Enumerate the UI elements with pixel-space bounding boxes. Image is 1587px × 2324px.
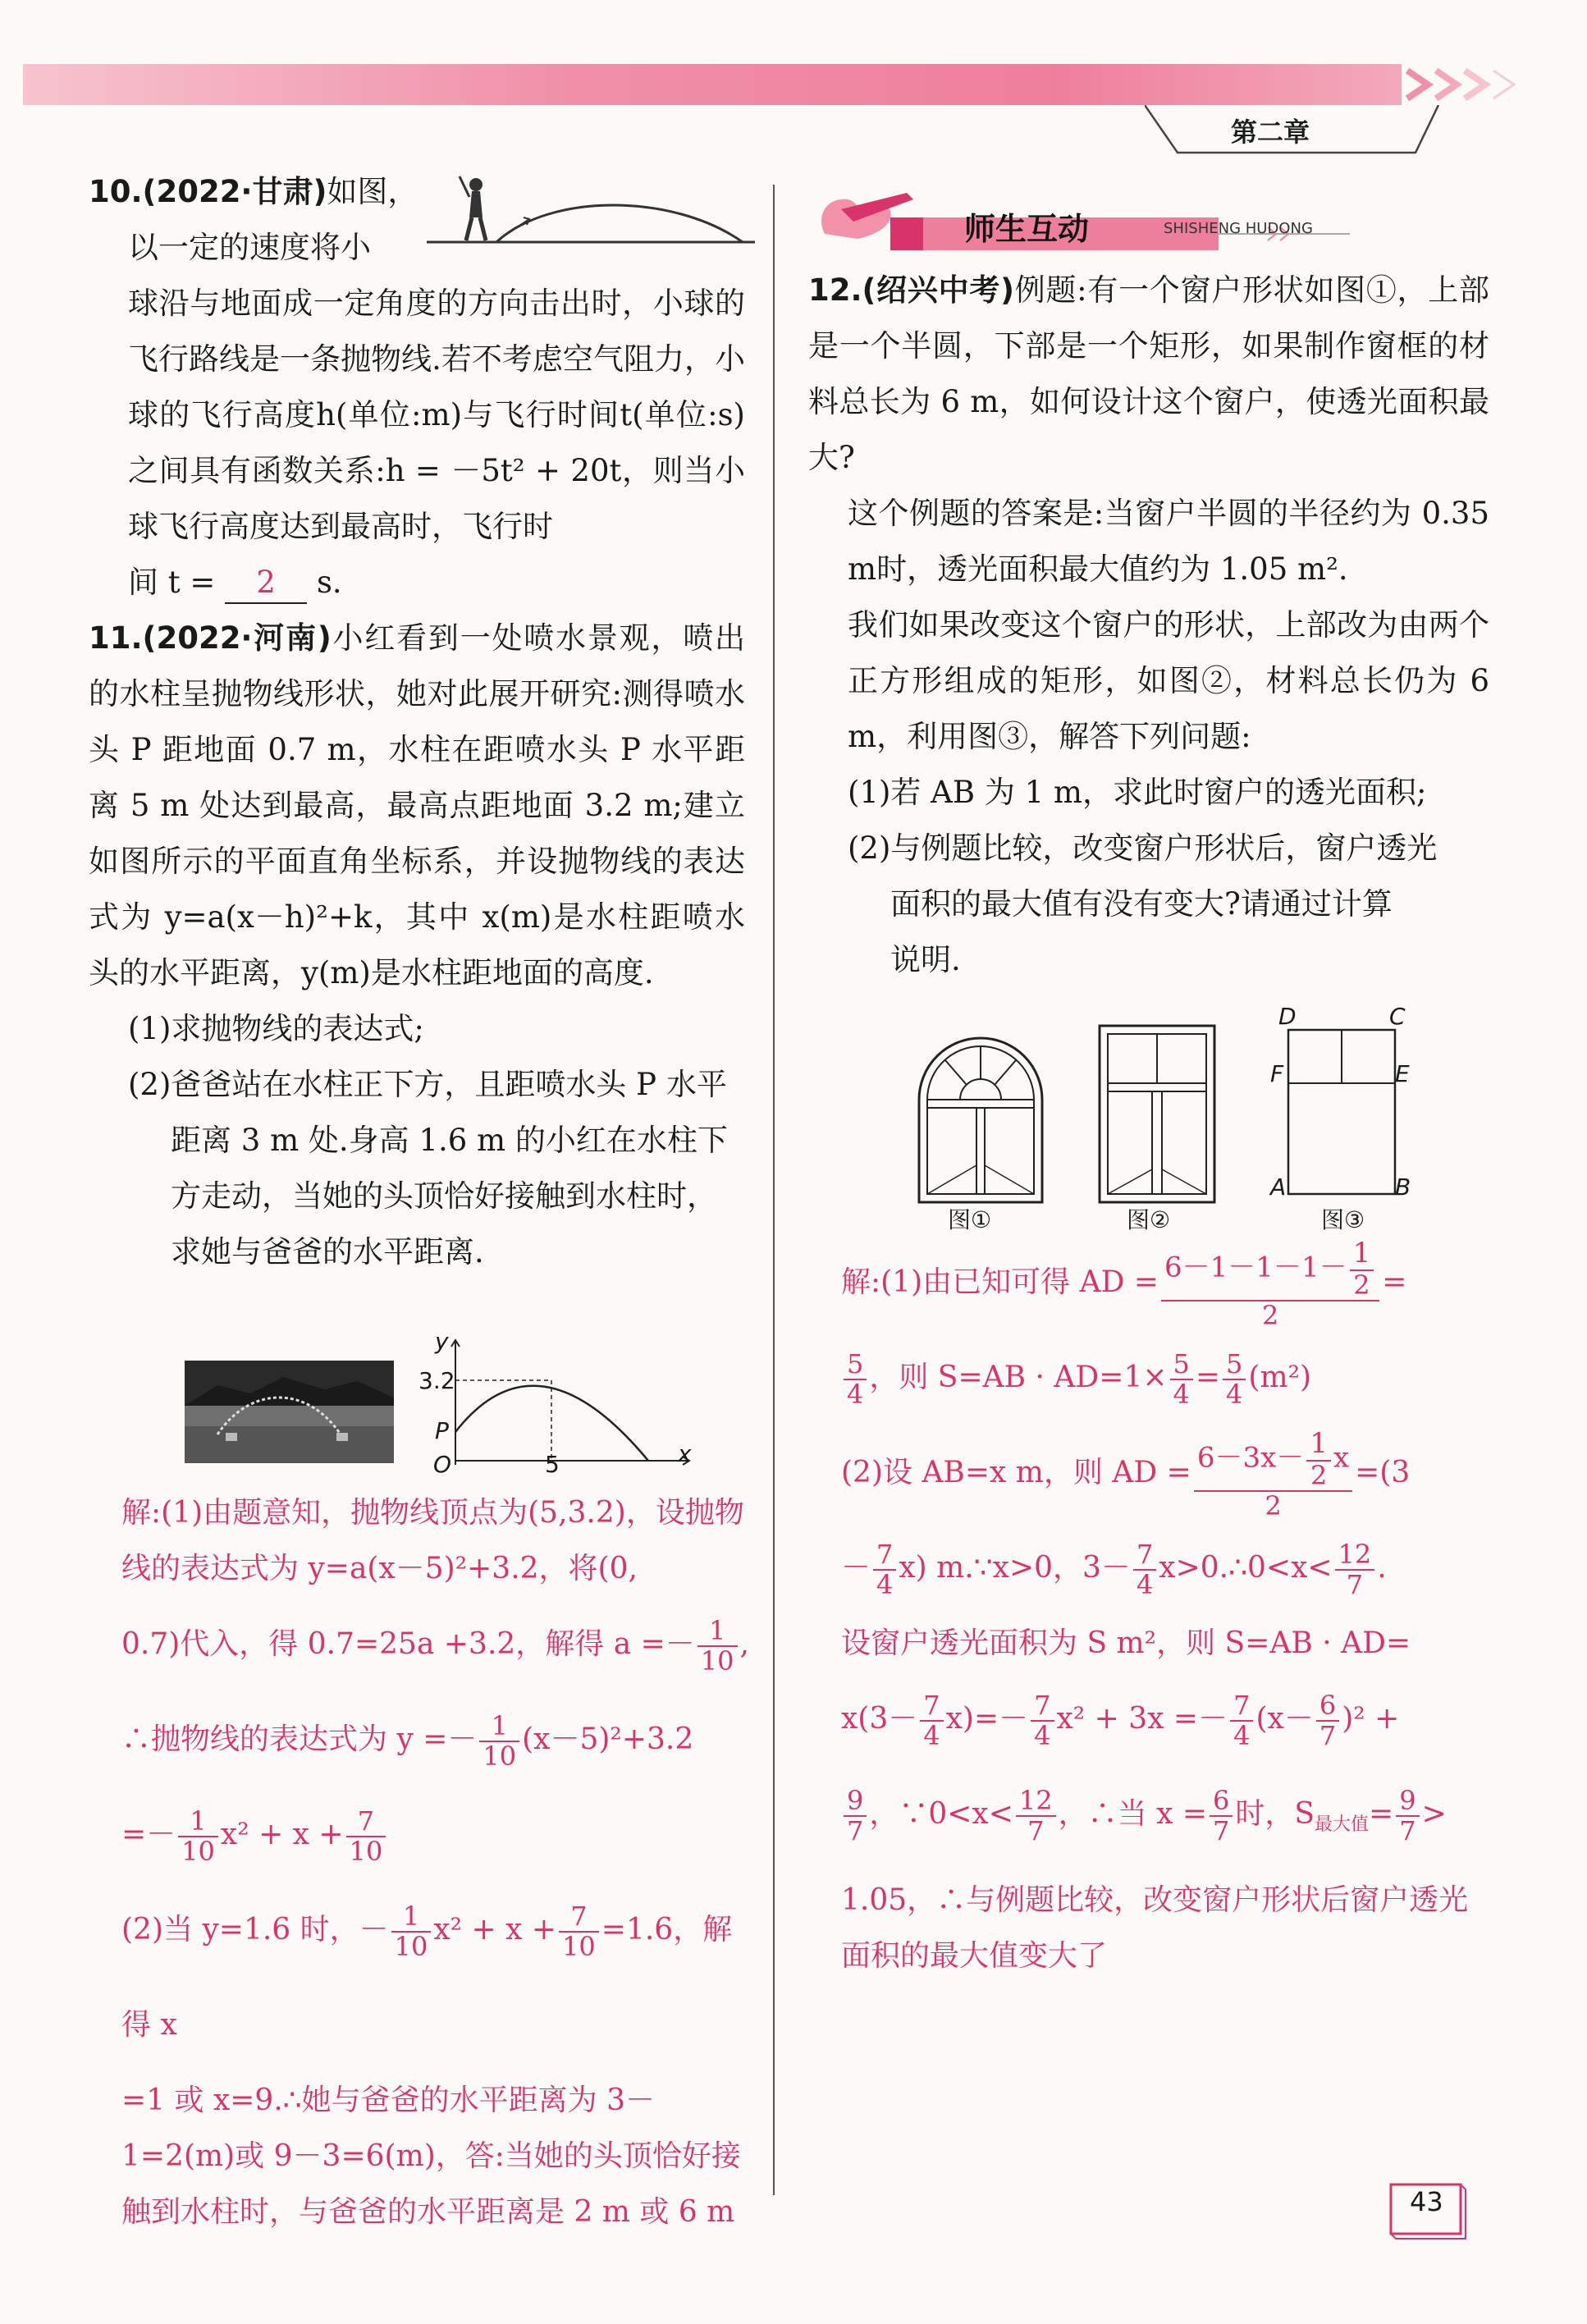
q11-sol-1e-text: =－ bbox=[121, 1818, 176, 1851]
frac-num: 1 bbox=[479, 1712, 519, 1742]
q12-sol-2d-text: x) m.∵x>0，3－ bbox=[899, 1551, 1131, 1585]
frac-den: 10 bbox=[483, 1741, 517, 1772]
frac-den: 10 bbox=[181, 1836, 215, 1867]
window-figures bbox=[911, 1018, 1420, 1206]
graph-x-label: x bbox=[678, 1440, 692, 1467]
page-number: 43 bbox=[1410, 2186, 1443, 2217]
frac-9-7b bbox=[1396, 1786, 1419, 1846]
frac-den: 4 bbox=[1226, 1379, 1243, 1410]
frac-12-7b bbox=[1016, 1786, 1056, 1846]
fig1-caption: 图① bbox=[948, 1206, 992, 1233]
q12-body2: 这个例题的答案是:当窗户半圆的半径约为 0.35 m时，透光面积最大值约为 1.05 m². bbox=[848, 496, 1489, 587]
q11-part2d: 求她与爸爸的水平距离. bbox=[171, 1234, 484, 1270]
frac-den: 7 bbox=[1399, 1815, 1416, 1846]
q12-sol-2i-text: x² + 3x =－ bbox=[1056, 1702, 1228, 1736]
q12-sol-2a-text: (2)设 AB=x m，则 AD = bbox=[841, 1456, 1191, 1489]
q12-sol-2q: 1.05，∴与例题比较，改变窗户形状后窗户透光面积的最大值变大了 bbox=[841, 1883, 1469, 1974]
frac-den: 7 bbox=[847, 1815, 864, 1846]
frac-ad2 bbox=[1194, 1429, 1352, 1521]
label-F: F bbox=[1270, 1060, 1284, 1087]
frac-num: 12 bbox=[1016, 1786, 1056, 1817]
frac-den: 4 bbox=[876, 1569, 894, 1600]
q12-sol-2h-text: x)=－ bbox=[945, 1702, 1029, 1736]
label-B: B bbox=[1395, 1173, 1411, 1201]
frac-1-2 bbox=[1350, 1238, 1374, 1300]
frac-den: 7 bbox=[1346, 1569, 1364, 1600]
chevron-arrows-icon bbox=[1403, 64, 1534, 105]
frac-num: 7 bbox=[346, 1807, 386, 1837]
q10-answer: 2 bbox=[225, 563, 307, 604]
graph-origin-label: O bbox=[433, 1451, 452, 1478]
q12-body1: 例题:有一个窗户形状如图①，上部是一个半圆，下部是一个矩形，如果制作窗框的材料总长为 6 m，如何设计这个窗户，使透光面积最大? bbox=[808, 272, 1489, 475]
frac-den: 10 bbox=[700, 1645, 734, 1677]
q12-sol-2e-text: x>0.∴0<x< bbox=[1159, 1551, 1333, 1585]
frac-5-4c bbox=[1223, 1347, 1246, 1410]
fountain-photo bbox=[185, 1361, 394, 1463]
frac-5-4b bbox=[1170, 1347, 1193, 1410]
q12-sol-1b-text: ，则 S=AB · AD=1× bbox=[869, 1361, 1168, 1394]
q12-part2b: 面积的最大值有没有变大?请通过计算 bbox=[890, 886, 1393, 922]
q12-solution bbox=[841, 1235, 1489, 1984]
frac-1-10 bbox=[697, 1614, 738, 1677]
q12-part1: (1)若 AB 为 1 m，求此时窗户的透光面积; bbox=[848, 775, 1427, 810]
header-band bbox=[23, 64, 1402, 105]
frac-num: 1 bbox=[1306, 1429, 1331, 1461]
frac-num: 1 bbox=[1350, 1238, 1374, 1270]
q12-number: 12. bbox=[808, 272, 862, 308]
q11-sol-1f-text: x² + x + bbox=[220, 1818, 344, 1851]
right-column bbox=[808, 263, 1489, 988]
column-divider bbox=[773, 185, 775, 2195]
s-max-subscript: 最大值 bbox=[1315, 1814, 1370, 1836]
banner-subtitle: SHISHENG HUDONG bbox=[1164, 220, 1313, 237]
fig2-caption: 图② bbox=[1127, 1206, 1171, 1233]
q12-sol-2g bbox=[841, 1672, 1489, 1767]
frac-den: 2 bbox=[1310, 1459, 1328, 1491]
q10-line2: 以一定的速度将小 bbox=[128, 230, 371, 265]
frac-7-4b bbox=[1133, 1540, 1156, 1599]
q12-sol-2c-text: － bbox=[841, 1551, 871, 1585]
q12-sol-2a bbox=[841, 1425, 1489, 1521]
chapter-label: 第二章 bbox=[1231, 117, 1310, 148]
q11-sol-1a: 解:(1)由题意知，抛物线顶点为(5,3.2)，设抛物线的表达式为 y=a(x－5)²+3.2，将(0, bbox=[121, 1496, 744, 1585]
frac-den: 4 bbox=[1136, 1569, 1154, 1600]
q12-sol-1eq: = bbox=[1382, 1265, 1407, 1299]
frac-7-4c bbox=[920, 1691, 943, 1750]
frac-num: 7 bbox=[1031, 1691, 1054, 1722]
q11-source: (2022·河南) bbox=[142, 620, 332, 656]
frac-num-x: x bbox=[1333, 1441, 1350, 1475]
frac-num: 6 bbox=[1210, 1786, 1233, 1817]
frac-num: 5 bbox=[1170, 1350, 1193, 1380]
q12-sol-2n-text: 时，S bbox=[1235, 1797, 1315, 1831]
frac-den: 4 bbox=[923, 1720, 940, 1751]
label-C: C bbox=[1389, 1003, 1406, 1030]
q12-header bbox=[808, 263, 1489, 486]
q11-sol-2c-text: =1.6，解得 x bbox=[121, 1913, 733, 2042]
frac-num: 12 bbox=[1335, 1540, 1375, 1571]
frac-7-10b bbox=[559, 1902, 599, 1961]
graph-y-label: y bbox=[435, 1328, 449, 1355]
frac-num: 7 bbox=[1230, 1691, 1253, 1722]
q12-sol-2b-text: =(3 bbox=[1355, 1456, 1411, 1489]
q11-part2c: 方走动，当她的头顶恰好接触到水柱时， bbox=[171, 1178, 717, 1214]
q11-sol-1b-text: 0.7)代入，得 0.7=25a +3.2，解得 a =－ bbox=[121, 1627, 695, 1661]
q12-body3: 我们如果改变这个窗户的形状，上部改为由两个正方形组成的矩形，如图②，材料总长仍为 6 m，利用图③，解答下列问题: bbox=[848, 607, 1489, 754]
q12-sol-2l bbox=[841, 1767, 1489, 1873]
frac-den: 4 bbox=[1173, 1379, 1190, 1410]
q11-header bbox=[89, 611, 745, 1001]
frac-7-4a bbox=[873, 1540, 896, 1599]
q10-tail bbox=[89, 555, 745, 611]
frac-num bbox=[1194, 1429, 1352, 1492]
q11-part1: (1)求抛物线的表达式; bbox=[128, 1011, 424, 1046]
q12-sol-2l-text: ，∵0<x< bbox=[869, 1797, 1013, 1831]
q12-sol-1c-text: (m²) bbox=[1248, 1361, 1312, 1394]
frac-den: 7 bbox=[1212, 1815, 1230, 1846]
frac-den: 2 bbox=[1265, 1489, 1282, 1521]
q12-sol-2m-text: ，∴当 x = bbox=[1058, 1797, 1207, 1831]
graph-ymax-label: 3.2 bbox=[418, 1367, 455, 1394]
frac-1-10d bbox=[391, 1902, 432, 1961]
q12-sol-1b: $\frac{5}{4}$ ，则 S=AB · AD=1× $\frac{5}{4}$ = $\frac{5}{4}$ (m²) bbox=[841, 1330, 1489, 1425]
q11-sol-1c bbox=[121, 1692, 753, 1787]
banner-title: 师生互动 bbox=[964, 211, 1090, 247]
frac-num: 7 bbox=[1133, 1540, 1156, 1571]
q10-tail-pre: 间 t = bbox=[128, 565, 216, 600]
graph-xvertex-label: 5 bbox=[545, 1451, 560, 1478]
q10-number: 10. bbox=[89, 174, 143, 209]
frac-ad1 bbox=[1161, 1238, 1379, 1330]
q12-sol-2k-text: )² + bbox=[1342, 1702, 1400, 1736]
frac-den: 10 bbox=[562, 1931, 596, 1962]
frac-den: 2 bbox=[1261, 1299, 1279, 1331]
q10-body: 球沿与地面成一定角度的方向击出时，小球的飞行路线是一条抛物线.若不考虑空气阻力，小球的飞行高度h(单位:m)与飞行时间t(单位:s)之间具有函数关系:h = －5t² + 20t，则当小球飞行高度达到最高时，飞行时 bbox=[128, 286, 745, 544]
q11-sol-1d-text: (x－5)²+3.2 bbox=[522, 1722, 694, 1756]
q10-tail-post: s. bbox=[316, 565, 342, 600]
q12-sol-2g-text: x(3－ bbox=[841, 1702, 918, 1736]
frac-num: 7 bbox=[920, 1691, 943, 1722]
golf-illustration bbox=[427, 168, 755, 250]
q11-sol-2a bbox=[121, 1883, 753, 2073]
q11-sol-2b-text: x² + x + bbox=[433, 1913, 557, 1947]
label-D: D bbox=[1278, 1003, 1297, 1030]
frac-7-10 bbox=[346, 1807, 386, 1866]
frac-5-4a bbox=[844, 1347, 867, 1410]
frac-num-text: 6－1－1－1－ bbox=[1164, 1251, 1347, 1284]
frac-6-7a bbox=[1316, 1691, 1339, 1750]
frac-num: 1 bbox=[391, 1902, 432, 1933]
q12-sol-1a bbox=[841, 1235, 1489, 1330]
q12-part2c: 说明. bbox=[890, 942, 961, 977]
frac-1-10b bbox=[479, 1709, 519, 1772]
q12-sol-2c: － $\frac{7}{4}$ x) m.∵x>0，3－ $\frac{7}{4}$ x>0.∴0<x< $\frac{12}{7}$ . bbox=[841, 1538, 1387, 1600]
frac-num: 1 bbox=[697, 1617, 738, 1647]
q12-sol-2f: 设窗户透光面积为 S m²，则 S=AB · AD= bbox=[841, 1626, 1411, 1660]
frac-6-7b bbox=[1210, 1786, 1233, 1846]
q12-sol-2o-text: = bbox=[1369, 1797, 1394, 1831]
frac-num: 9 bbox=[844, 1786, 867, 1817]
frac-num: 7 bbox=[559, 1902, 599, 1933]
fig3-caption: 图③ bbox=[1321, 1206, 1365, 1233]
q12-part2a: (2)与例题比较，改变窗户形状后，窗户透光 bbox=[848, 830, 1438, 866]
frac-den: 7 bbox=[1027, 1815, 1045, 1846]
frac-den: 10 bbox=[394, 1931, 428, 1962]
q11-number: 11. bbox=[89, 620, 143, 656]
q10-line1: 如图， bbox=[327, 174, 418, 209]
q11-body: 小红看到一处喷水景观，喷出的水柱呈抛物线形状，她对此展开研究:测得喷水头 P 距地面 0.7 m，水柱在距喷水头 P 水平距离 5 m 处达到最高，最高点距地面 3.2 m;建立如图所示的平面直角坐标系，并设抛物线的表达式为 y=a(x－h)²+k，其中 x(m)是水柱距喷水头的水平距离，y(m)是水柱距地面的高度. bbox=[89, 620, 745, 990]
q11-part2a: (2)爸爸站在水柱正下方，且距喷水头 P 水平 bbox=[128, 1067, 727, 1102]
q11-sol-1e bbox=[121, 1787, 753, 1883]
label-A: A bbox=[1270, 1173, 1287, 1201]
frac-num: 6 bbox=[1316, 1691, 1339, 1722]
q11-sol-2a-text: (2)当 y=1.6 时，－ bbox=[121, 1913, 389, 1947]
q10-source: (2022·甘肃) bbox=[142, 174, 327, 209]
graph-p-label: P bbox=[435, 1417, 449, 1444]
frac-den: 2 bbox=[1353, 1269, 1370, 1301]
label-E: E bbox=[1395, 1060, 1410, 1087]
frac-7-4d bbox=[1031, 1691, 1054, 1750]
frac-num: 9 bbox=[1396, 1786, 1419, 1817]
frac-den: 4 bbox=[847, 1379, 864, 1410]
q12-sol-2p-text: > bbox=[1421, 1797, 1447, 1831]
q12-sol-1a-text: 解:(1)由已知可得 AD = bbox=[841, 1265, 1159, 1299]
frac-num: 5 bbox=[844, 1350, 867, 1380]
frac-num: 1 bbox=[178, 1807, 218, 1837]
frac-12-7a bbox=[1335, 1540, 1375, 1599]
frac-num: 7 bbox=[873, 1540, 896, 1571]
frac-den: 7 bbox=[1319, 1720, 1337, 1751]
frac-num bbox=[1161, 1238, 1379, 1302]
left-column bbox=[89, 164, 745, 1280]
q11-part2b: 距离 3 m 处.身高 1.6 m 的小红在水柱下 bbox=[171, 1123, 728, 1158]
q12-sol-2j-text: (x－ bbox=[1255, 1702, 1314, 1736]
frac-num-text: 6－3x－ bbox=[1196, 1441, 1305, 1475]
frac-9-7a bbox=[844, 1786, 867, 1846]
frac-den: 4 bbox=[1034, 1720, 1051, 1751]
frac-1-10c bbox=[178, 1807, 218, 1866]
q11-solution bbox=[121, 1485, 753, 2240]
q11-sol-1c-text: ∴抛物线的表达式为 y =－ bbox=[121, 1722, 478, 1756]
frac-den: 4 bbox=[1233, 1720, 1251, 1751]
frac-den: 10 bbox=[349, 1836, 383, 1867]
frac-7-4e bbox=[1230, 1691, 1253, 1750]
q11-sol-1b: 0.7)代入，得 0.7=25a +3.2，解得 a =－ $\frac{1}{10}$ , bbox=[121, 1614, 749, 1677]
frac-1-2b bbox=[1306, 1429, 1331, 1490]
q12-source: (绍兴中考) bbox=[862, 272, 1014, 308]
q11-sol-2d: =1 或 x=9.∴她与爸爸的水平距离为 3－1=2(m)或 9－3=6(m)，答:当她的头顶恰好接触到水柱时，与爸爸的水平距离是 2 m 或 6 m bbox=[121, 2084, 741, 2229]
frac-num: 5 bbox=[1223, 1350, 1246, 1380]
